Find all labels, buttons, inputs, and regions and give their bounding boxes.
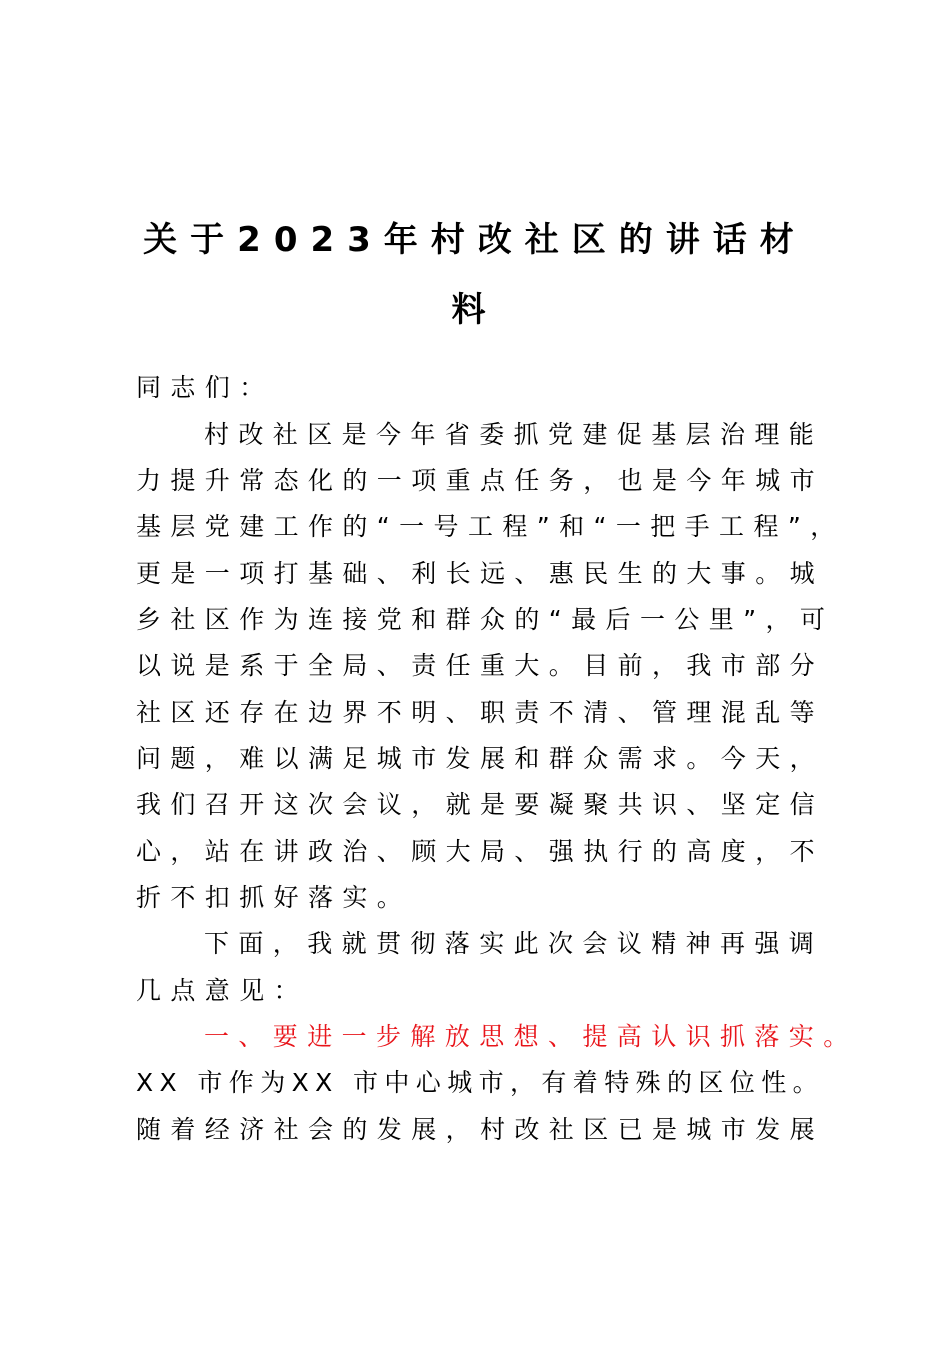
paragraph-line: 乡社区作为连接党和群众的“最后一公里”，可	[136, 605, 835, 634]
paragraph-line: 村改社区是今年省委抓党建促基层治理能	[204, 420, 824, 449]
paragraph-line: 下面，我就贯彻落实此次会议精神再强调	[204, 929, 824, 958]
document-title-line-2: 料	[451, 290, 499, 330]
paragraph-line: 力提升常态化的一项重点任务，也是今年城市	[136, 466, 825, 495]
paragraph-line: 基层党建工作的“一号工程”和“一把手工程”，	[136, 512, 845, 541]
paragraph-line: 心，站在讲政治、顾大局、强执行的高度，不	[136, 837, 825, 866]
section-heading-1: 一、要进一步解放思想、提高认识抓落实。	[204, 1022, 858, 1051]
paragraph-line: 我们召开这次会议，就是要凝聚共识、坚定信	[136, 790, 825, 819]
salutation: 同志们：	[136, 373, 274, 402]
paragraph-line: 更是一项打基础、利长远、惠民生的大事。城	[136, 559, 825, 588]
document-title-line-1: 关于2023年村改社区的讲话材	[143, 220, 807, 260]
paragraph-line: 问题，难以满足城市发展和群众需求。今天，	[136, 744, 825, 773]
paragraph-line: 社区还存在边界不明、职责不清、管理混乱等	[136, 698, 825, 727]
paragraph-line: XX 市作为XX 市中心城市，有着特殊的区位性。	[136, 1068, 825, 1097]
paragraph-line: 几点意见：	[136, 976, 309, 1005]
paragraph-line: 以说是系于全局、责任重大。目前，我市部分	[136, 651, 825, 680]
paragraph-line: 折不扣抓好落实。	[136, 883, 412, 912]
paragraph-line: 随着经济社会的发展，村改社区已是城市发展	[136, 1115, 825, 1144]
